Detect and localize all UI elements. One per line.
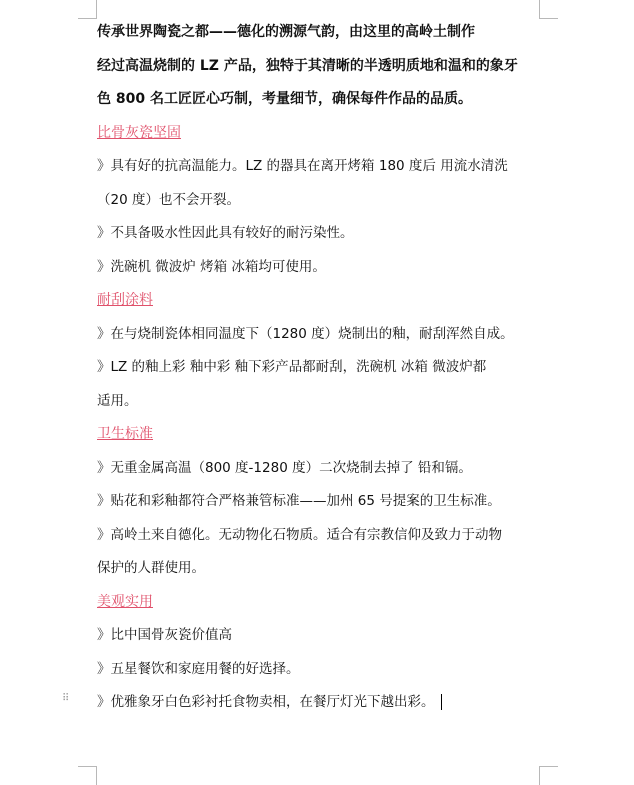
paragraph-line: 》五星餐饮和家庭用餐的好选择。 xyxy=(97,660,300,677)
section-heading: 耐刮涂料 xyxy=(97,292,153,308)
section-heading: 比骨灰瓷坚固 xyxy=(97,124,181,141)
last-paragraph-line xyxy=(97,686,557,720)
paragraph-line: 》不具备吸水性因此具有较好的耐污染性。 xyxy=(97,225,354,241)
paragraph-line: 》具有好的抗高温能力。LZ 的器具在离开烤箱 180 度后 用流水清洗 xyxy=(97,158,508,174)
paragraph-line: 》高岭土来自德化。无动物化石物质。适合有宗教信仰及致力于动物 xyxy=(97,526,502,543)
crop-mark-bottom-right xyxy=(539,766,558,785)
paragraph-line: 》比中国骨灰瓷价值高 xyxy=(97,627,232,643)
intro-line-1: 传承世界陶瓷之都——德化的溯源气韵，由这里的高岭土制作 xyxy=(97,24,475,40)
text-cursor xyxy=(441,694,442,710)
section-heading: 美观实用 xyxy=(97,593,153,610)
paragraph-line: 》无重金属高温（800 度-1280 度）二次烧制去掉了 铅和镉。 xyxy=(97,459,472,476)
paragraph-line: 》洗碗机 微波炉 烤箱 冰箱均可使用。 xyxy=(97,258,326,275)
drag-handle-icon[interactable]: ⠿ xyxy=(62,693,71,704)
paragraph-text: 》优雅象牙白色彩衬托食物卖相，在餐厅灯光下越出彩。 xyxy=(97,694,435,710)
paragraph-line: 》在与烧制瓷体相同温度下（1280 度）烧制出的釉，耐刮浑然自成。 xyxy=(97,325,514,342)
paragraph-line: 》贴花和彩釉都符合严格兼管标准——加州 65 号提案的卫生标准。 xyxy=(97,493,501,509)
intro-line-3: 色 800 名工匠匠心巧制，考量细节，确保每件作品的品质。 xyxy=(97,91,472,107)
crop-mark-top-left xyxy=(78,0,97,19)
intro-line-2: 经过高温烧制的 LZ 产品，独特于其清晰的半透明质地和温和的象牙 xyxy=(97,57,518,74)
paragraph-line: 》LZ 的釉上彩 釉中彩 釉下彩产品都耐刮，洗碗机 冰箱 微波炉都 xyxy=(97,359,487,375)
crop-mark-bottom-left xyxy=(78,766,97,785)
section-heading: 卫生标准 xyxy=(97,426,153,442)
paragraph-line: （20 度）也不会开裂。 xyxy=(97,191,240,208)
paragraph-line: 保护的人群使用。 xyxy=(97,560,205,576)
document-body[interactable] xyxy=(97,16,557,720)
paragraph-line: 适用。 xyxy=(97,392,138,409)
